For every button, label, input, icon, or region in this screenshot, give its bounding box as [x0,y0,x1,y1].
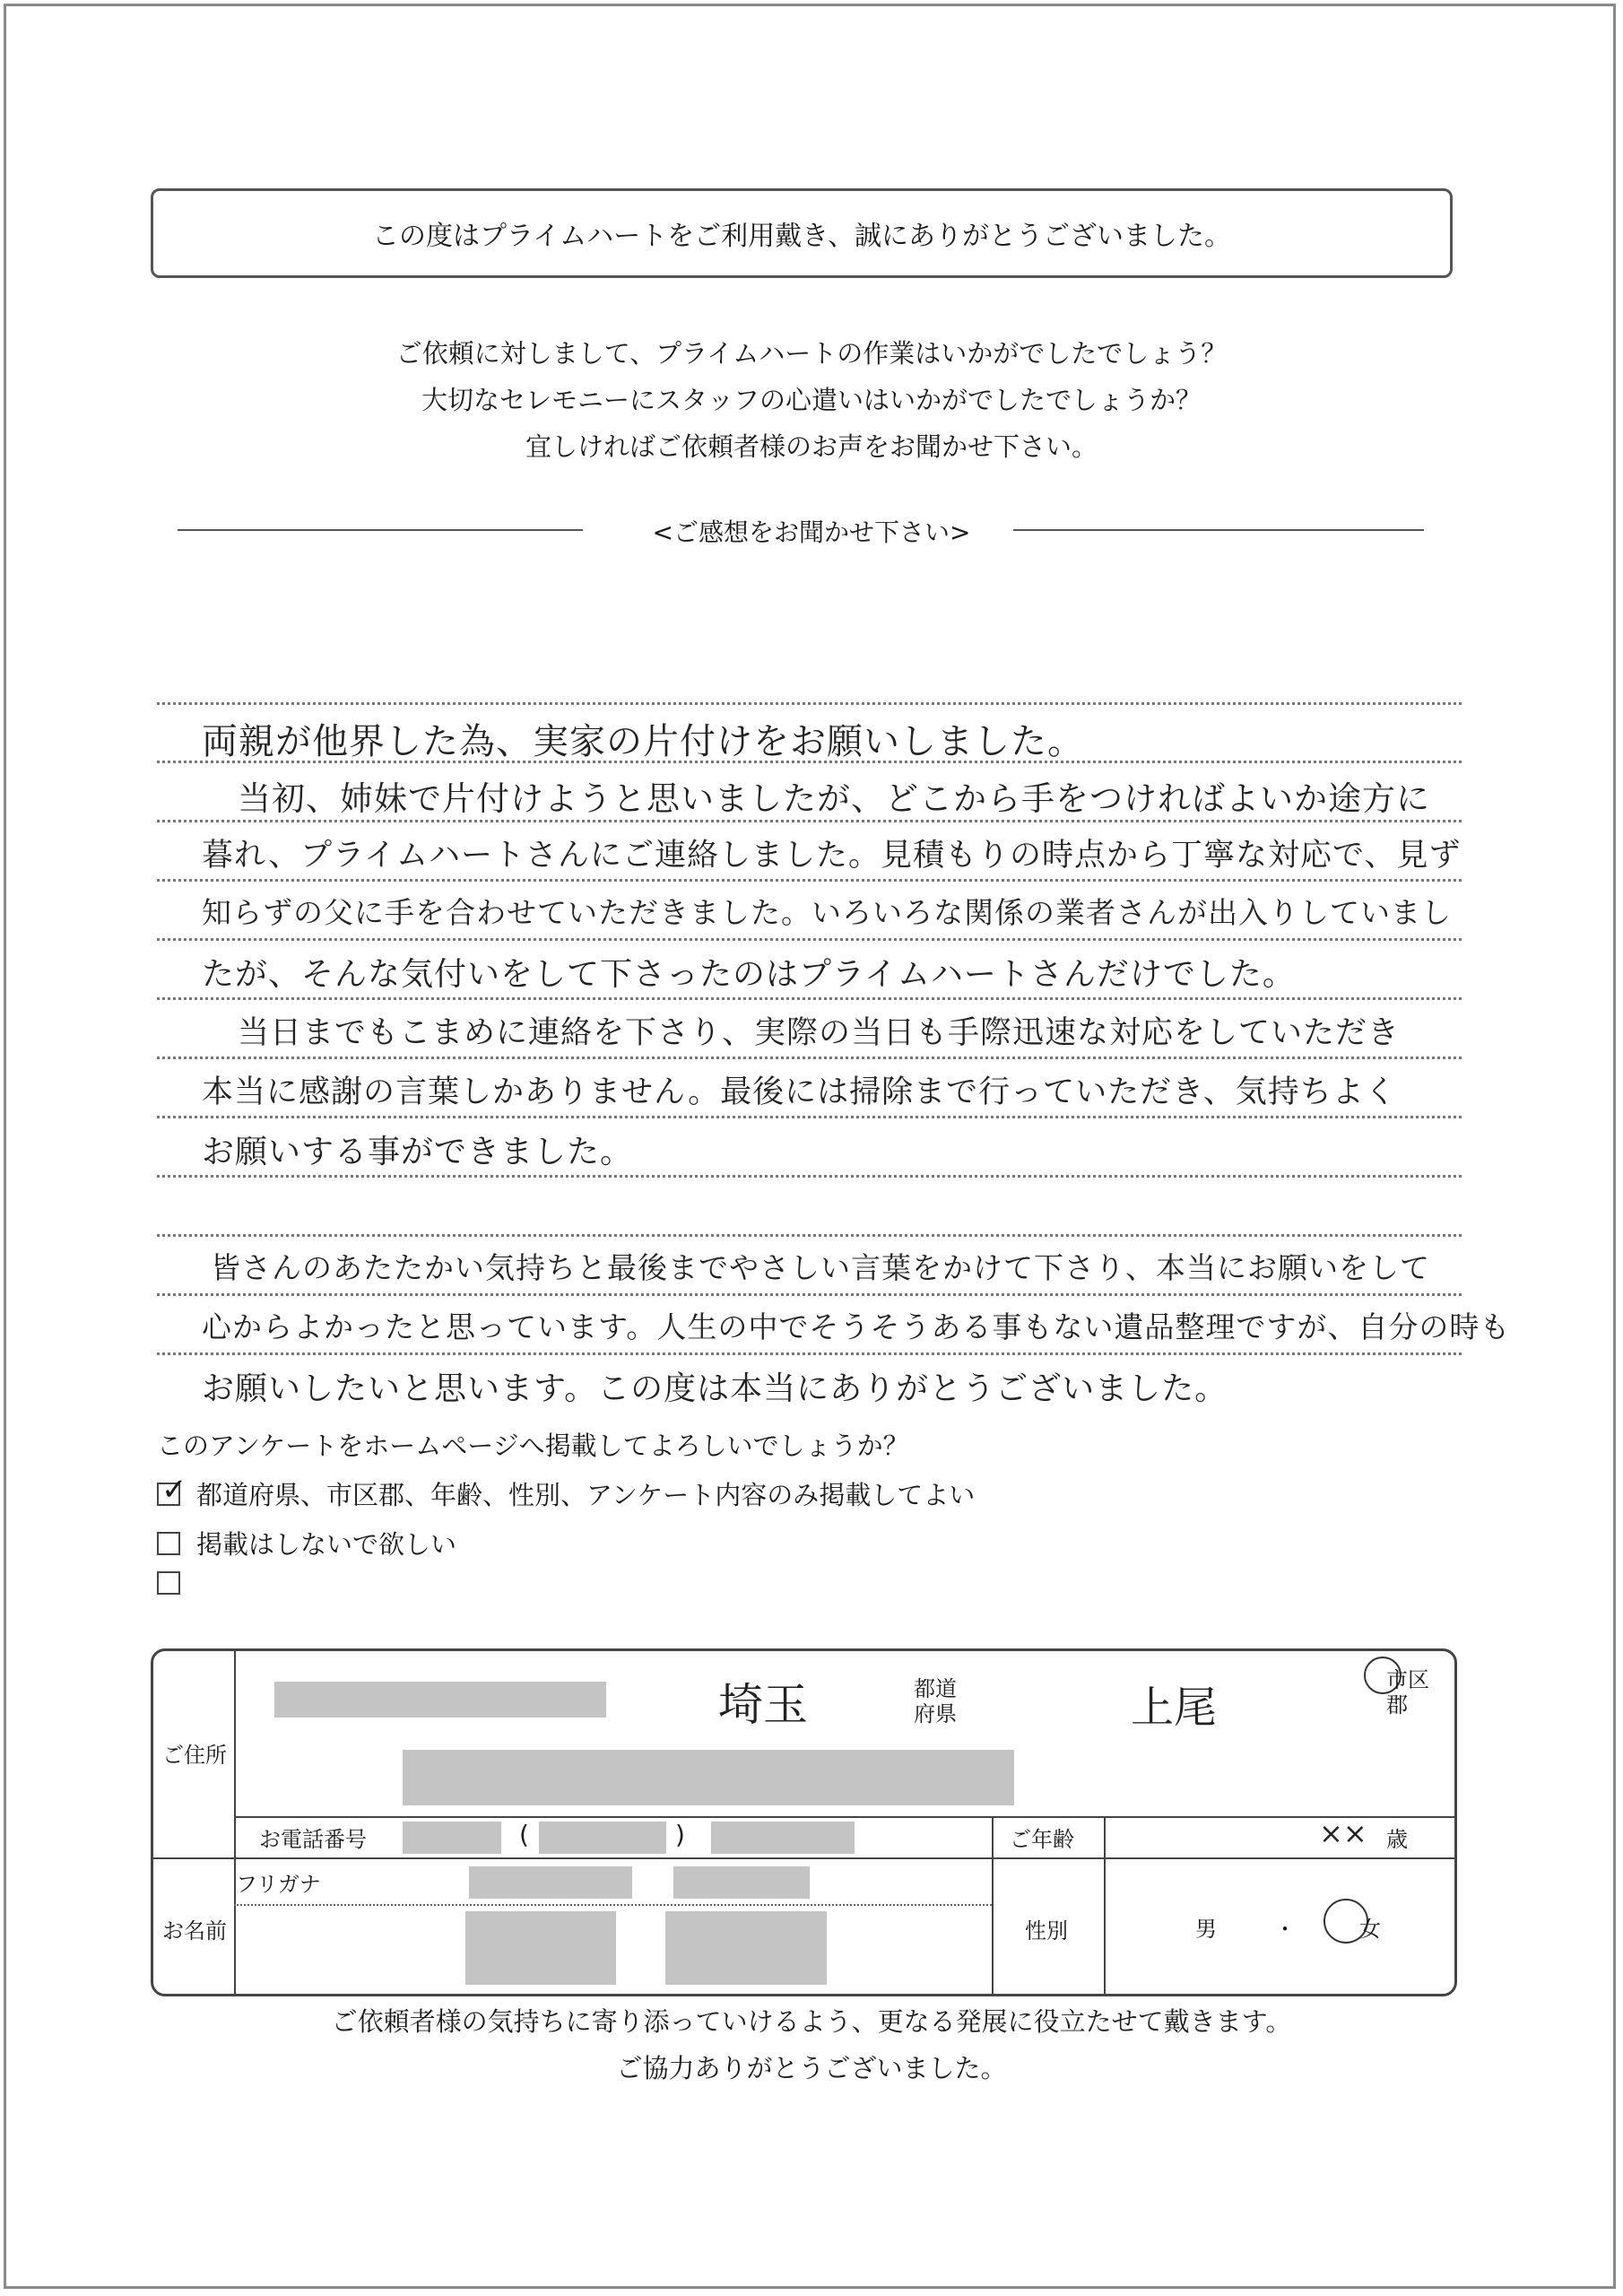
comment-line: 皆さんのあたたかい気持ちと最後までやさしい言葉をかけて下さり、本当にお願いをして [211,1250,1430,1285]
redacted-furigana-given [673,1866,810,1899]
city-label-1: 市区 [1386,1667,1429,1692]
writing-line [157,879,1462,882]
phone-paren-open: ( [519,1820,529,1849]
redacted-furigana-family [469,1866,632,1899]
age-label: ご年齢 [1010,1827,1074,1852]
writing-line [157,820,1462,822]
comment-line: たが、そんな気付いをして下さったのはプライムハートさんだけでした。 [202,956,1296,993]
age-unit: 歳 [1386,1827,1408,1852]
furigana-label: フリガナ [236,1872,321,1897]
checkbox-other[interactable] [157,1571,180,1595]
writing-line [157,1175,1462,1178]
checkbox-publish-all[interactable] [157,1471,187,1508]
gender-female[interactable]: 女 [1359,1917,1381,1942]
publish-option-3[interactable] [157,1571,196,1595]
comment-line: 知らずの父に手を合わせていただきました。いろいろな関係の業者さんが出入りしていまし [202,895,1452,930]
form-divider [153,1857,1454,1859]
comment-line: 暮れ、プライムハートさんにご連絡しました。見積もりの時点から丁寧な対応で、見ず [202,838,1462,874]
comment-line: 心からよかったと思っています。人生の中でそうそうある事もない遺品整理ですが、自分の時も [202,1309,1511,1344]
gender-separator: ・ [1274,1917,1296,1942]
age-value: ×× [1319,1816,1367,1850]
redacted-phone-last [711,1822,855,1854]
phone-paren-close: ) [675,1820,685,1849]
gender-male[interactable]: 男 [1195,1917,1217,1942]
comment-line: 本当に感謝の言葉しかありません。最後には掃除まで行っていただき、気持ちよく [202,1074,1397,1110]
prefecture-label-2: 府県 [914,1701,957,1726]
writing-line [157,1057,1462,1059]
city-label-2: 郡 [1386,1692,1408,1718]
redacted-phone-area [403,1822,501,1854]
form-divider [1104,1816,1106,1994]
comment-line: 当初、姉妹で片付けようと思いましたが、どこから手をつければよいか途方に [238,779,1430,818]
publish-option-1[interactable] [157,1471,976,1512]
phone-label: お電話番号 [259,1827,367,1852]
form-divider [234,1816,1454,1818]
checkbox-no-publish[interactable] [157,1532,180,1555]
publish-question: このアンケートをホームページへ掲載してよろしいでしょうか？ [157,1431,909,1461]
comment-line: 両親が他界した為、実家の片付けをお願いしました。 [202,721,1084,762]
form-divider [234,1904,992,1906]
redacted-name-family [465,1911,616,1985]
prefecture-value: 埼玉 [718,1679,808,1731]
writing-line [157,1293,1462,1296]
section-title: <ご感想をお聞かせ下さい> [652,517,971,547]
name-label: お名前 [162,1918,227,1944]
form-divider [992,1816,994,1994]
redacted-phone-mid [539,1822,666,1854]
writing-line [157,938,1462,941]
redacted-name-given [665,1911,827,1985]
redacted-address [403,1750,1014,1805]
gender-label: 性別 [1025,1918,1068,1944]
option-label: 掲載はしないで欲しい [196,1529,457,1560]
writing-line [157,1352,1462,1355]
check-mark-icon: ✓ [161,1471,187,1508]
thanks-banner [151,188,1453,278]
comment-line: 当日までもこまめに連絡を下さり、実際の当日も手際迅速な対応をしていただき [238,1015,1401,1051]
writing-line [157,997,1462,1000]
city-value: 上尾 [1131,1683,1218,1733]
intro-line-1: ご依頼に対しまして、プライムハートの作業はいかがでしたでしょう？ [395,338,1228,369]
thanks-text: この度はプライムハートをご利用戴き、誠にありがとうございました。 [372,221,1231,252]
customer-info-form [151,1648,1457,1996]
comment-line: お願いしたいと思います。この度は本当にありがとうございました。 [202,1370,1228,1407]
intro-line-2: 大切なセレモニーにスタッフの心遣いはいかがでしたでしょうか？ [421,385,1202,415]
intro-line-3: 宜しければご依頼者様のお声をお聞かせ下さい。 [525,431,1098,462]
form-divider [234,1651,236,1994]
comment-line: お願いする事ができました。 [202,1134,634,1170]
prefecture-label-1: 都道 [914,1676,957,1701]
publish-option-2[interactable] [157,1525,456,1561]
redacted-postal-code [274,1682,606,1718]
section-rule-right [1013,529,1424,531]
writing-line [157,1116,1462,1118]
footer-line-2: ご協力ありがとうございました。 [616,2053,1007,2083]
footer-line-1: ご依頼者様の気持ちに寄り添っていけるよう、更なる発展に役立たせて戴きます。 [331,2006,1292,2037]
option-label: 都道府県、市区郡、年齢、性別、アンケート内容のみ掲載してよい [196,1480,976,1510]
writing-line [157,702,1462,705]
writing-line [157,1234,1462,1237]
address-label: ご住所 [162,1743,227,1768]
